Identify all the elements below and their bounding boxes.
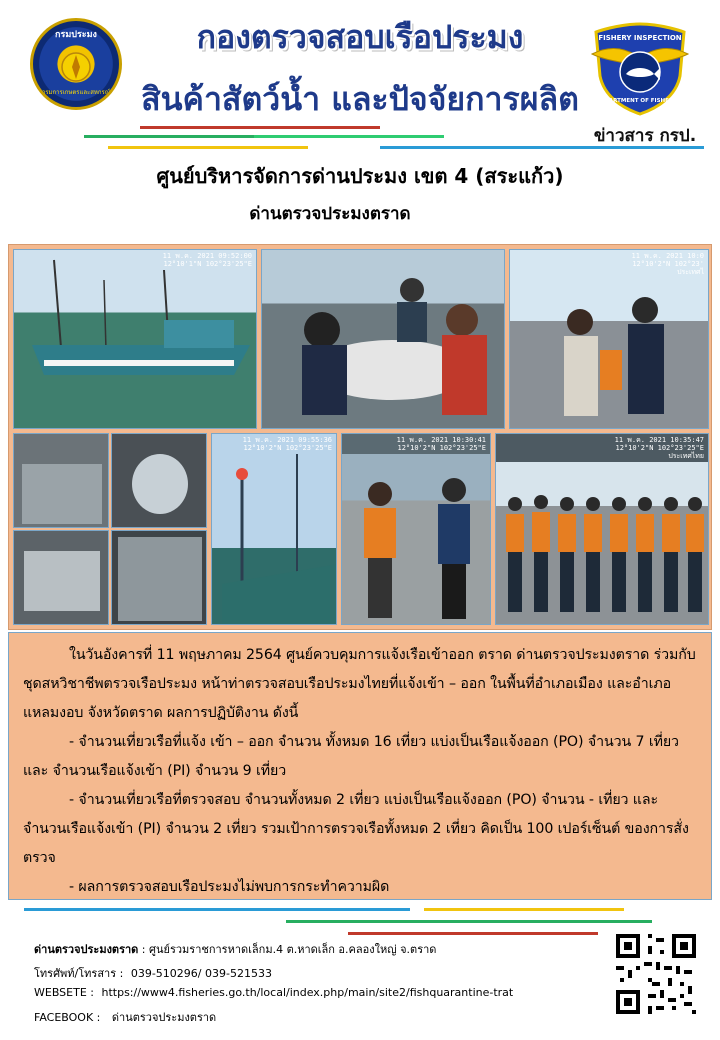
footer-address-row	[34, 940, 436, 958]
logo-left-text: กรมประมง	[55, 30, 97, 40]
footer-station-label: ด่านตรวจประมงตราด	[34, 943, 139, 956]
fish-catch-photo-4	[111, 530, 207, 625]
footer-line-green	[286, 920, 652, 923]
deco-line-red	[140, 126, 380, 129]
temp-check-photo-stamp: 11 พ.ค. 2021 10:0 12°10'2"N 102°23' ประเทศไ	[631, 252, 704, 276]
center-title: ศูนย์บริหารจัดการด่านประมง เขต 4 (สระแก้ว)	[156, 164, 564, 188]
doc-check-photo-stamp: 11 พ.ค. 2021 10:30:41 12°10'2"N 102°23'25"E	[396, 436, 486, 452]
document-check-photo	[341, 433, 491, 625]
footer-website-link[interactable]: https://www4.fisheries.go.th/local/index.php/main/site2/fishquarantine-trat	[101, 986, 514, 999]
fishing-boat-photo	[13, 249, 257, 429]
fish-catch-photo-2	[111, 433, 207, 528]
report-bullet-1: - จำนวนเที่ยวเรือที่แจ้ง เข้า – ออก จำนวน ทั้งหมด 16 เที่ยว แบ่งเป็นเรือแจ้งออก (PO) จำนวน 7 เที่ยว และ จำนวนเรือแจ้งเข้า (PI) จำนวน 9 เที่ยว	[23, 734, 679, 779]
footer-facebook-label: FACEBOOK :	[34, 1011, 101, 1024]
logo-right-top-text: FISHERY INSPECTION	[598, 34, 682, 42]
footer-phone-label: โทรศัพท์/โทรสาร :	[34, 967, 124, 980]
logo-left-subtext: กรมการเกษตรและสหกรณ์	[41, 89, 111, 96]
photo-collage	[8, 244, 712, 630]
fishery-inspection-logo	[588, 20, 692, 116]
report-bullet-2: - จำนวนเที่ยวเรือที่ตรวจสอบ จำนวนทั้งหมด 2 เที่ยว แบ่งเป็นเรือแจ้งออก (PO) จำนวน - เที่ยว และจำนวนเรือแจ้งเข้า (PI) จำนวน 2 เที่ยว รวมเป้าการตรวจเรือทั้งหมด 2 เที่ยว คิดเป็น 100 เปอร์เซ็นต์ ของการสั่งตรวจ	[23, 792, 689, 866]
report-bullet-3: - ผลการตรวจสอบเรือประมงไม่พบการกระทำความผิด	[69, 879, 390, 895]
footer-phone-value: 039-510296/ 039-521533	[130, 967, 272, 980]
footer-website-label: WEBSETE :	[34, 986, 94, 999]
report-intro: ในวันอังคารที่ 11 พฤษภาคม 2564 ศูนย์ควบคุมการแจ้งเรือเข้าออก ตราด ด่านตรวจประมงตราด ร่วมกับชุดสหวิชาชีพตรวจเรือประมง หน้าท่าตรวจสอบเรือประมงไทยที่แจ้งเข้า – ออก ในพื้นที่อำเภอเมือง และอำเภอแหลมงอบ จังหวัดตราด ผลการปฏิบัติงาน ดังนี้	[23, 647, 696, 721]
qr-code[interactable]	[612, 930, 700, 1018]
report-text-panel	[8, 632, 712, 900]
crew-photo-stamp: 11 พ.ค. 2021 10:35:47 12°10'2"N 102°23'25"E ประเทศไทย	[614, 436, 704, 460]
footer-line-yellow	[424, 908, 624, 911]
footer-line-blue	[24, 908, 410, 911]
crew-lineup-photo	[495, 433, 709, 625]
footer-facebook-row	[34, 1008, 216, 1026]
header-title-line1: กองตรวจสอบเรือประมง	[196, 18, 524, 56]
header-title-line2: สินค้าสัตว์น้ำ และปัจจัยการผลิต	[141, 80, 579, 118]
deco-line-green-2	[254, 135, 444, 138]
deco-line-yellow	[108, 146, 308, 149]
department-of-fisheries-logo	[30, 18, 122, 110]
footer-address: : ศูนย์รวมราชการหาดเล็กม.4 ต.หาดเล็ก อ.คลองใหญ่ จ.ตราด	[138, 943, 437, 956]
news-tag: ข่าวสาร กรป.	[593, 126, 697, 146]
emblem-icon	[33, 21, 119, 107]
fish-catch-photo-3	[13, 530, 109, 625]
deco-line-green	[84, 135, 254, 138]
footer-line-red	[348, 932, 598, 935]
logo-right-bottom-text: DEPARTMENT OF FISHERIES	[597, 98, 683, 104]
boat-mast-photo	[211, 433, 337, 625]
footer-facebook-link[interactable]: ด่านตรวจประมงตราด	[111, 1011, 217, 1024]
footer-phone-row	[34, 964, 272, 982]
document-desk-photo	[261, 249, 505, 429]
station-name: ด่านตรวจประมงตราด	[249, 204, 411, 224]
boat-photo-stamp: 11 พ.ค. 2021 09:52:00 12°10'1"N 102°23'25"E	[162, 252, 252, 268]
footer-website-row	[34, 986, 513, 999]
mast-photo-stamp: 11 พ.ค. 2021 09:55:36 12°10'2"N 102°23'25"E	[242, 436, 332, 452]
fish-catch-photo-1	[13, 433, 109, 528]
temperature-check-photo	[509, 249, 709, 429]
